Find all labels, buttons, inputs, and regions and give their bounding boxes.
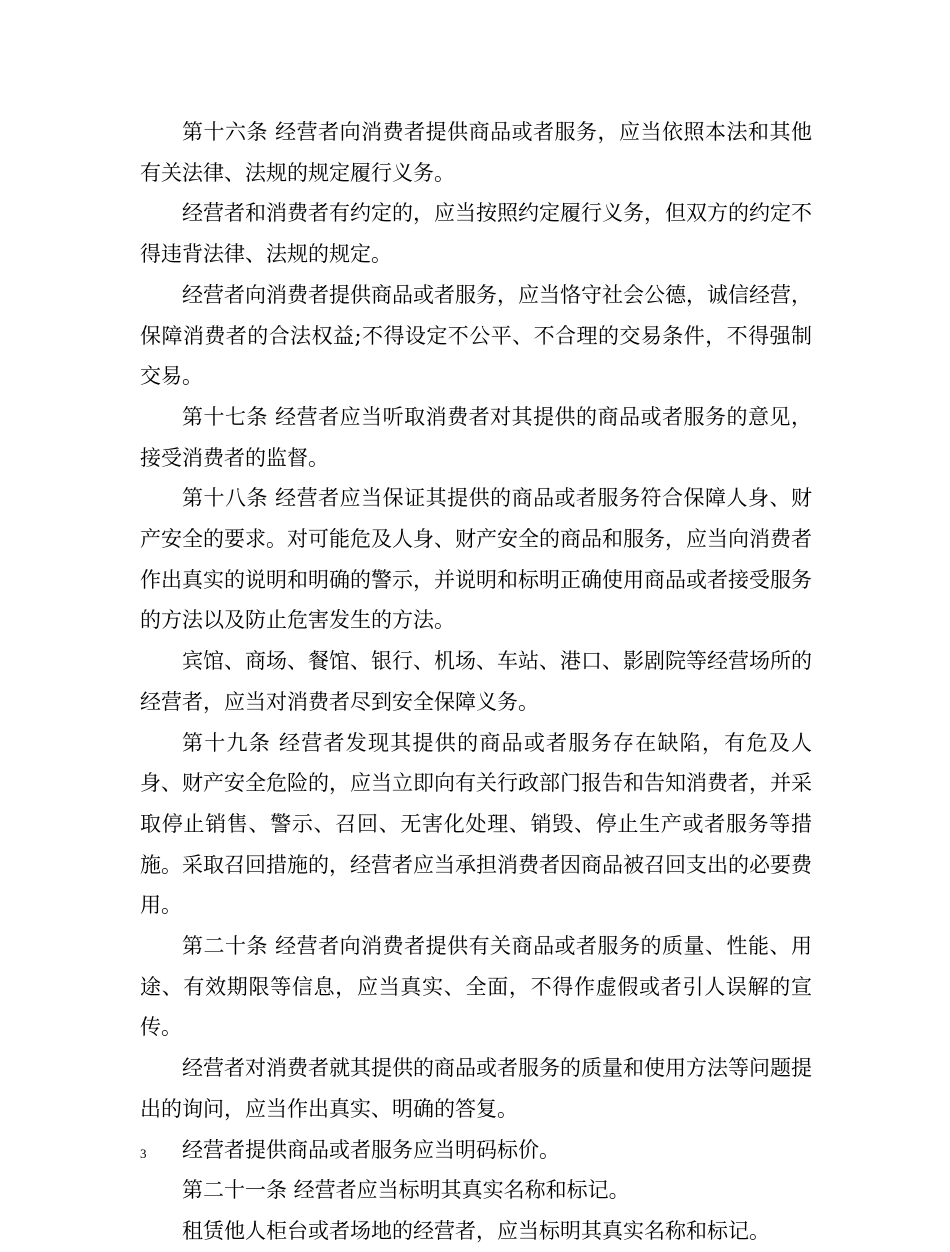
paragraph-article-21-lessees: 租赁他人柜台或者场地的经营者，应当标明其真实名称和标记。 xyxy=(182,1218,770,1243)
paragraph-article-20: 第二十条 经营者向消费者提供有关商品或者服务的质量、性能、用途、有效期限等信息，应当真实、全面，不得作虚假或者引人误解的宣传。 xyxy=(140,934,812,1040)
paragraph-article-18-venues: 宾馆、商场、餐馆、银行、机场、车站、港口、影剧院等经营场所的经营者，应当对消费者尽到安全保障义务。 xyxy=(140,649,812,714)
paragraph-article-18: 第十八条 经营者应当保证其提供的商品或者服务符合保障人身、财产安全的要求。对可能危及人身、财产安全的商品和服务，应当向消费者作出真实的说明和明确的警示，并说明和标明正确使用商品或者接受服务的方法以及防止危害发生的方法。 xyxy=(140,486,812,633)
paragraph-article-16-agreement: 经营者和消费者有约定的，应当按照约定履行义务，但双方的约定不得违背法律、法规的规定。 xyxy=(140,201,812,267)
paragraph-article-20-inquiries: 经营者对消费者就其提供的商品或者服务的质量和使用方法等问题提出的询问，应当作出真实、明确的答复。 xyxy=(140,1056,812,1121)
paragraph-article-20-pricing: 经营者提供商品或者服务应当明码标价。 xyxy=(182,1137,560,1162)
paragraph-article-21: 第二十一条 经营者应当标明其真实名称和标记。 xyxy=(182,1178,630,1203)
paragraph-article-16: 第十六条 经营者向消费者提供商品或者服务，应当依照本法和其他有关法律、法规的规定履行义务。 xyxy=(140,120,812,185)
paragraph-article-19: 第十九条 经营者发现其提供的商品或者服务存在缺陷，有危及人身、财产安全危险的，应当立即向有关行政部门报告和告知消费者，并采取停止销售、警示、召回、无害化处理、销毁、停止生产或者服务等措施。采取召回措施的，经营者应当承担消费者因商品被召回支出的必要费用。 xyxy=(140,730,812,918)
document-body xyxy=(140,112,812,1252)
page-number: 3 xyxy=(140,1146,147,1161)
paragraph-article-16-good-faith: 经营者向消费者提供商品或者服务，应当恪守社会公德，诚信经营，保障消费者的合法权益;不得设定不公平、不合理的交易条件，不得强制交易。 xyxy=(140,282,812,389)
paragraph-article-17: 第十七条 经营者应当听取消费者对其提供的商品或者服务的意见，接受消费者的监督。 xyxy=(140,404,812,470)
